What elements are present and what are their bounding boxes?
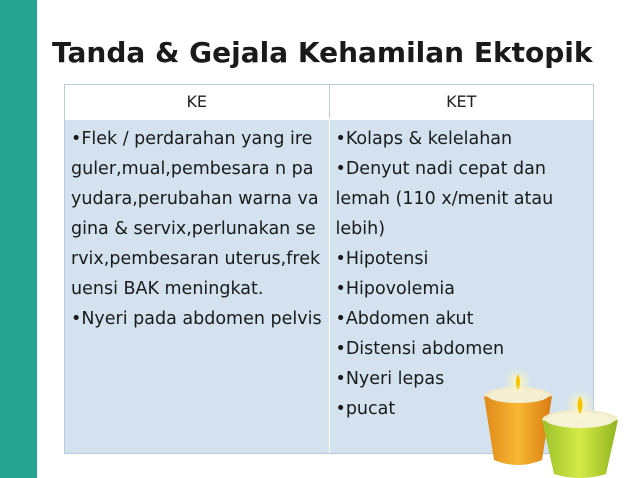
ke-item-text: Nyeri pada abdomen pelvis — [81, 309, 322, 329]
header-ket: KET — [329, 85, 594, 118]
ket-item-text: Denyut nadi cepat dan lemah (110 x/menit atau lebih) — [335, 159, 554, 239]
ket-item-text: Nyeri lepas — [345, 369, 445, 389]
ket-item — [336, 304, 588, 334]
candles-icon — [470, 360, 638, 478]
ke-item-text: Flek / perdarahan yang ireguler,mual,pembesara n payudara,perubahan warna vagina & servix,perlunakan servix,pembesaran uterus,frekuensi BAK meningkat. — [71, 129, 321, 299]
cell-ke — [65, 120, 329, 453]
ket-item-text: Distensi abdomen — [345, 339, 505, 359]
ket-item-text: pucat — [345, 399, 396, 419]
ket-item-text: Hipovolemia — [345, 279, 455, 299]
table-header — [65, 85, 593, 120]
ket-item-text: Kolaps & kelelahan — [345, 129, 513, 149]
ket-item — [336, 124, 588, 154]
ket-item-text: Abdomen akut — [345, 309, 474, 329]
left-accent-bar — [0, 0, 37, 478]
ket-item — [336, 154, 588, 244]
ket-item-text: Hipotensi — [345, 249, 429, 269]
header-ke: KE — [65, 85, 329, 118]
ke-item — [71, 304, 323, 334]
ke-item — [71, 124, 323, 304]
ket-item — [336, 274, 588, 304]
ket-item — [336, 244, 588, 274]
slide-title: Tanda & Gejala Kehamilan Ektopik — [52, 36, 593, 69]
